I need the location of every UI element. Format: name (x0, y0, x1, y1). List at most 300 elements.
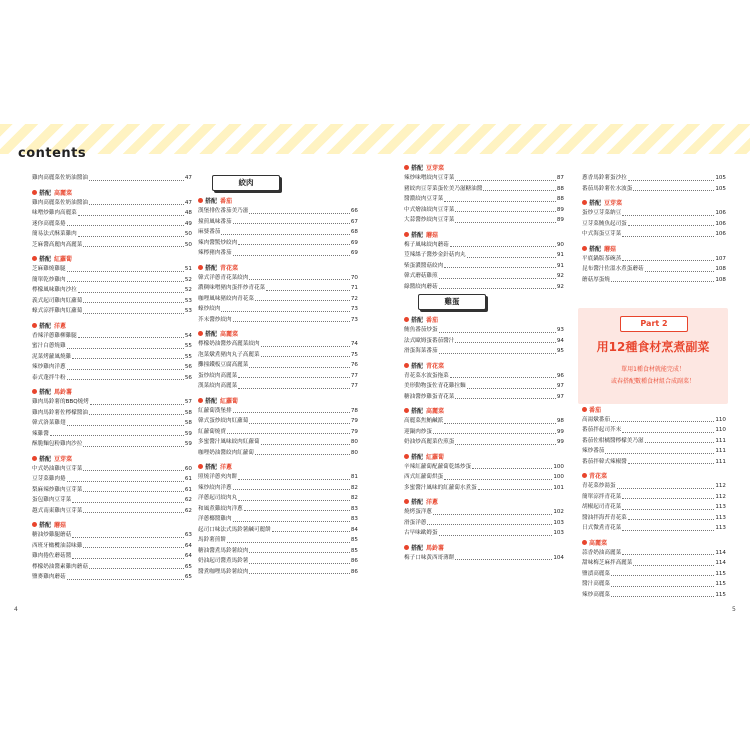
entry-page: 113 (715, 514, 726, 521)
dot-leader (78, 292, 184, 293)
dot-leader (622, 530, 714, 531)
dot-leader (67, 425, 184, 426)
entry-page: 114 (715, 549, 726, 556)
entry-page: 108 (715, 276, 726, 283)
toc-entry (32, 285, 192, 296)
bullet-icon (404, 454, 409, 459)
dot-leader (450, 246, 556, 247)
entry-title: 西式紅蘿蔔烘蛋 (404, 474, 444, 480)
entry-title: 平底鍋版茶碗蒸 (582, 255, 622, 262)
toc-entry (198, 350, 358, 361)
dot-leader (455, 444, 556, 445)
entry-title: 韓式洛菜雞翅 (32, 420, 66, 426)
dot-leader (266, 290, 350, 291)
entry-page: 56 (184, 374, 192, 381)
section-heading (582, 243, 726, 254)
entry-page: 47 (184, 199, 192, 206)
toc-entry (582, 219, 726, 230)
entry-page: 73 (350, 316, 358, 323)
toc-entry (198, 427, 358, 438)
entry-title: 芝麻雞燒雞腿 (32, 266, 66, 272)
entry-page: 103 (553, 530, 564, 536)
dot-leader (628, 225, 715, 226)
section-ingredient: 高麗菜 (426, 408, 445, 415)
bullet-icon (198, 464, 203, 469)
section-heading (32, 386, 192, 397)
entry-title: 糖油醬炒雞蛋青花菜 (404, 393, 455, 400)
toc-entry (32, 562, 192, 573)
entry-page: 70 (350, 274, 358, 281)
dot-leader (233, 255, 350, 256)
entry-page: 86 (350, 568, 358, 575)
toc-entry (198, 437, 358, 448)
entry-page: 105 (715, 175, 726, 181)
entry-page: 108 (715, 266, 726, 272)
dot-leader (72, 537, 184, 538)
entry-title: 豆芽菜鮪魚起司蛋 (582, 220, 627, 227)
section-heading (198, 395, 358, 406)
section-ingredient: 番茄 (220, 198, 233, 205)
entry-title: 馬鈴薯煎餅 (198, 537, 226, 543)
dot-leader (455, 342, 556, 343)
dot-leader (233, 412, 350, 413)
toc-entry (582, 446, 726, 457)
toc-entry (404, 250, 564, 261)
entry-title: 起司口味法式馬鈴薯鹹可麗餅 (198, 526, 271, 533)
toc-entry (32, 464, 192, 475)
entry-title: 紅蘿蔔燒賣 (198, 428, 226, 435)
toc-entry (582, 590, 726, 601)
toc-entry (32, 341, 192, 352)
toc-entry (582, 502, 726, 513)
entry-title: 漢菜絞肉高麗菜 (198, 383, 238, 389)
entry-page: 74 (350, 341, 358, 347)
dot-leader (72, 558, 184, 559)
entry-title: 胡椒起司青花菜 (582, 504, 622, 510)
entry-title: 梅子風味絞肉蘑菇 (404, 241, 449, 248)
dot-leader (605, 453, 714, 454)
dot-leader (72, 502, 184, 503)
dot-leader (249, 213, 350, 214)
entry-title: 辣雞醬 (32, 430, 49, 437)
dot-leader (255, 454, 350, 455)
dot-leader (78, 236, 184, 237)
toc-entry (404, 184, 564, 195)
entry-page: 48 (184, 210, 192, 216)
toc-entry (32, 331, 192, 342)
dot-leader (221, 234, 349, 235)
dot-leader (633, 565, 714, 566)
toc-entry (582, 254, 726, 265)
entry-title: 芥末醬炒絞肉 (198, 316, 232, 323)
dot-leader (249, 563, 350, 564)
section-ingredient: 高麗菜 (54, 189, 73, 197)
entry-title: 中式燴油絞肉豆芽菜 (404, 206, 455, 213)
entry-title: 簡易法式酥菜雞肉 (32, 231, 77, 237)
section-ingredient: 紅蘿蔔 (426, 453, 445, 461)
toc-entry (404, 282, 564, 293)
entry-title: 日式微煮青花菜 (582, 525, 622, 531)
toc-entry (32, 219, 192, 230)
entry-title: 綠醬絞肉蘑菇 (404, 283, 438, 290)
dot-leader (455, 180, 556, 181)
dot-leader (244, 510, 350, 511)
dot-leader (83, 491, 184, 492)
entry-page: 61 (184, 476, 192, 482)
toc-entry (32, 264, 192, 275)
section-prefix: 搭配 (411, 231, 424, 239)
dot-leader (238, 377, 350, 378)
dot-leader (67, 348, 184, 349)
toc-entry (198, 339, 358, 350)
entry-page: 90 (556, 241, 564, 248)
toc-entry (198, 360, 358, 371)
section-heading (582, 537, 726, 548)
toc-entry (198, 406, 358, 417)
section-prefix: 搭配 (39, 455, 52, 463)
dot-leader (611, 596, 714, 597)
section-ingredient: 蘑菇 (426, 231, 439, 239)
entry-page: 58 (184, 409, 192, 416)
entry-page: 67 (350, 218, 358, 225)
entry-page: 110 (715, 416, 726, 423)
dot-leader (444, 479, 552, 480)
section-heading (32, 519, 192, 530)
toc-entry (404, 553, 564, 564)
entry-page: 88 (556, 185, 564, 192)
entry-page: 102 (553, 509, 564, 515)
dot-leader (83, 246, 184, 247)
toc-entry (582, 275, 726, 286)
dot-leader (249, 423, 350, 424)
bullet-icon (582, 540, 587, 545)
toc-entry (32, 198, 192, 209)
toc-entry (32, 506, 192, 517)
toc-entry (32, 173, 192, 184)
toc-entry (32, 352, 192, 363)
entry-title: 鹽漬高麗菜 (582, 570, 610, 577)
dot-leader (83, 302, 184, 303)
section-prefix: 搭配 (205, 397, 218, 405)
entry-title: 簡單涼拌青花菜 (582, 493, 622, 500)
entry-title: 糖油炒雞腿蘑菇 (32, 532, 72, 538)
toc-entry (32, 474, 192, 485)
entry-page: 66 (350, 208, 358, 214)
toc-entry (32, 495, 192, 506)
dot-leader (89, 414, 184, 415)
toc-entry (404, 271, 564, 282)
toc-entry (32, 240, 192, 251)
dot-leader (89, 568, 184, 569)
toc-entry (32, 541, 192, 552)
section-prefix: 搭配 (205, 198, 218, 205)
section-heading (198, 262, 358, 273)
toc-entry (198, 535, 358, 546)
entry-page: 82 (350, 495, 358, 501)
entry-title: 豬絞肉豆芽菜蛋佐美乃滋糖油醬 (404, 185, 483, 192)
dot-leader (67, 281, 184, 282)
entry-page: 112 (715, 493, 726, 500)
entry-page: 77 (350, 372, 358, 379)
dot-leader (483, 190, 556, 191)
section-prefix: 搭配 (411, 408, 424, 415)
entry-page: 68 (350, 229, 358, 235)
entry-page: 54 (184, 332, 192, 339)
dot-leader (444, 423, 556, 424)
entry-page: 84 (350, 526, 358, 533)
dot-leader (439, 332, 556, 333)
dot-leader (67, 379, 184, 380)
toc-entry (404, 518, 564, 529)
dot-leader (233, 521, 350, 522)
section-prefix: 搭配 (411, 453, 424, 461)
entry-title: 迎鍋肉炒蛋 (404, 428, 432, 435)
entry-page: 59 (184, 430, 192, 437)
dot-leader (472, 468, 552, 469)
section-heading (198, 195, 358, 206)
toc-column-1 (32, 173, 192, 583)
entry-page: 100 (553, 463, 564, 470)
toc-entry (582, 523, 726, 534)
entry-page: 107 (715, 255, 726, 262)
dot-leader (67, 225, 184, 226)
toc-entry (404, 507, 564, 518)
section-prefix: 搭配 (411, 165, 424, 172)
entry-page: 76 (350, 362, 358, 368)
entry-title: 照燒洋蔥夾肉餅 (198, 474, 238, 480)
toc-entry (32, 306, 192, 317)
entry-title: 雞肉高麗菜佐奶油醬油 (32, 175, 88, 181)
dot-leader (611, 586, 714, 587)
entry-page: 72 (350, 295, 358, 302)
entry-title: 蠔炒絞肉 (198, 306, 221, 312)
bullet-icon (404, 545, 409, 550)
entry-title: 紅蘿蔔漢堡排 (198, 407, 232, 414)
section-ingredient: 青花菜 (220, 264, 239, 272)
entry-title: 咖哩奶油醬絞肉紅蘿蔔 (198, 449, 254, 456)
entry-title: 蒜香奶油高麗菜 (582, 549, 622, 556)
toc-entry (582, 569, 726, 580)
entry-page: 110 (715, 427, 726, 433)
entry-title: 古早味歐姆蛋 (404, 530, 438, 536)
entry-title: 越式南東雞肉豆芽菜 (32, 507, 83, 514)
entry-title: 中式海蛋豆芽菜 (582, 231, 622, 237)
section-prefix: 搭配 (205, 464, 218, 471)
section-ingredient: 番茄 (426, 317, 439, 324)
bullet-icon (32, 522, 37, 527)
entry-title: 檸檬奶油醬炒高麗菜絞肉 (198, 341, 260, 347)
entry-page: 53 (184, 308, 192, 314)
part-tag: Part 2 (620, 316, 688, 332)
section-ingredient: 馬鈴薯 (426, 544, 445, 552)
dot-leader (72, 358, 184, 359)
entry-title: 辣炒絞肉洋蔥 (198, 484, 232, 491)
entry-title: 奶油起司醬煮馬鈴薯 (198, 558, 249, 564)
entry-page: 94 (556, 337, 564, 344)
section-heading (582, 404, 726, 415)
entry-title: 番茄拌韓式辣椒醬 (582, 458, 627, 465)
dot-leader (645, 271, 715, 272)
entry-page: 52 (184, 287, 192, 293)
toc-entry (198, 525, 358, 536)
section-ingredient: 馬鈴薯 (54, 389, 73, 396)
entry-title: 簡單乾炒雞肉 (32, 276, 66, 283)
section-heading (404, 496, 564, 507)
entry-page: 96 (556, 372, 564, 379)
entry-page: 100 (553, 474, 564, 480)
toc-entry (198, 416, 358, 427)
entry-title: 梨麻辣炒雞肉豆芽菜 (32, 486, 83, 493)
toc-entry (198, 315, 358, 326)
section-heading (404, 314, 564, 325)
section-heading (32, 320, 192, 331)
toc-entry (404, 371, 564, 382)
dot-leader (227, 542, 350, 543)
toc-entry (404, 437, 564, 448)
entry-page: 82 (350, 484, 358, 491)
entry-page: 115 (715, 570, 726, 577)
entry-title: 高麗菜焦鮪鹹派 (404, 418, 444, 424)
header-stripe (0, 124, 750, 154)
toc-entry (404, 472, 564, 483)
dot-leader (645, 442, 715, 443)
bullet-icon (32, 256, 37, 261)
section-prefix: 番茄 (589, 406, 602, 414)
entry-title: 蔥香馬鈴薯蛋沙拉 (582, 175, 627, 181)
toc-entry (198, 556, 358, 567)
dot-leader (439, 278, 556, 279)
entry-page: 92 (556, 273, 564, 279)
entry-title: 辣炒番茄 (582, 448, 605, 454)
entry-title: 泰式蓬拌牛粉 (32, 374, 66, 381)
section-ingredient: 青花菜 (426, 362, 445, 370)
entry-title: 香辣洋蔥雞柳雞腿 (32, 332, 77, 339)
entry-page: 57 (184, 399, 192, 405)
dot-leader (617, 488, 715, 489)
dot-leader (67, 481, 184, 482)
entry-page: 71 (350, 285, 358, 291)
toc-entry (404, 462, 564, 473)
dot-leader (89, 204, 184, 205)
entry-title: 美形動物蛋佐青花雞拉麵 (404, 383, 466, 389)
entry-page: 56 (184, 364, 192, 370)
entry-page: 77 (350, 383, 358, 389)
entry-title: 蘑菇厚蛋燒 (582, 276, 610, 283)
dot-leader (478, 489, 553, 490)
dot-leader (249, 367, 350, 368)
toc-entry (32, 485, 192, 496)
toc-entry (404, 483, 564, 494)
bullet-icon (404, 363, 409, 368)
entry-title: 味噌炒雞肉高麗菜 (32, 210, 77, 216)
toc-entry (582, 415, 726, 426)
dot-leader (633, 190, 714, 191)
entry-title: 和風煮雞絞肉洋蔥 (198, 505, 243, 512)
entry-page: 99 (556, 439, 564, 445)
entry-title: 迷你高麗菜捲 (32, 220, 66, 227)
toc-entry (32, 572, 192, 583)
toc-entry (404, 215, 564, 226)
dot-leader (83, 446, 184, 447)
entry-page: 47 (184, 175, 192, 181)
section-ingredient: 紅蘿蔔 (220, 397, 239, 405)
dot-leader (433, 433, 556, 434)
category-label: 絞肉 (212, 175, 280, 191)
toc-entry (198, 283, 358, 294)
entry-title: 麻婆番茄 (198, 229, 221, 235)
entry-title: 滑蛋洋蔥 (404, 519, 427, 526)
entry-title: 酥脆麵包粉雞肉沙拉 (32, 441, 83, 447)
entry-page: 86 (350, 558, 358, 564)
toc-entry (582, 548, 726, 559)
section-heading (198, 461, 358, 472)
entry-title: 中式奶油雞肉豆芽菜 (32, 465, 83, 472)
entry-page: 88 (556, 196, 564, 202)
entry-title: 番茄佐柑橘醬檸檬美乃滋 (582, 437, 644, 444)
entry-title: 泡菜燉煮豬肉丸子高麗菜 (198, 351, 260, 358)
entry-page: 51 (184, 266, 192, 272)
section-ingredient: 豆芽菜 (426, 165, 445, 172)
part2-banner (578, 308, 728, 404)
entry-title: 韓式蘑菇雞煎 (404, 273, 438, 279)
dot-leader (90, 404, 184, 405)
entry-title: 梅子口味黃西哥薄餅 (404, 554, 455, 561)
toc-entry (582, 513, 726, 524)
entry-title: 糖油醬煮馬鈴薯絞肉 (198, 547, 249, 554)
entry-title: 昆布醬汁佐溫水煮蛋蘑菇 (582, 266, 644, 272)
entry-page: 89 (556, 206, 564, 213)
toc-entry (32, 530, 192, 541)
entry-page: 65 (184, 563, 192, 570)
toc-entry (198, 483, 358, 494)
section-ingredient: 紅蘿蔔 (54, 256, 73, 263)
entry-title: 辣肉醬驚炒絞肉 (198, 239, 238, 246)
entry-page: 106 (715, 220, 726, 227)
dot-leader (622, 554, 714, 555)
dot-leader (255, 300, 350, 301)
entry-title: 高湯燉番茄 (582, 416, 610, 423)
dot-leader (467, 388, 556, 389)
bullet-icon (32, 456, 37, 461)
part-subtitle-2: 或春搭配數種食材組合成副菜！ (610, 378, 695, 385)
toc-entry (582, 264, 726, 275)
toc-entry (32, 397, 192, 408)
entry-title: 蛋炒絞肉高麗菜 (198, 372, 238, 379)
entry-page: 103 (553, 519, 564, 526)
bullet-icon (404, 165, 409, 170)
dot-leader (455, 398, 556, 399)
entry-page: 83 (350, 516, 358, 522)
toc-entry (404, 416, 564, 427)
entry-page: 61 (184, 486, 192, 493)
entry-title: 韓式蛋炒絞肉紅蘿蔔 (198, 418, 249, 424)
entry-page: 69 (350, 239, 358, 246)
toc-entry (404, 205, 564, 216)
toc-entry (198, 248, 358, 259)
bullet-icon (582, 246, 587, 251)
toc-entry (404, 528, 564, 539)
dot-leader (622, 260, 714, 261)
entry-page: 75 (350, 351, 358, 358)
entry-title: 西班牙橄欖油蒜味雞 (32, 542, 83, 549)
dot-leader (261, 356, 350, 357)
toc-entry (582, 579, 726, 590)
entry-title: 洋蔥起司絞肉丸 (198, 495, 238, 501)
dot-leader (455, 559, 552, 560)
toc-entry (582, 229, 726, 240)
entry-title: 大蒜醬炒絞肉豆芽菜 (404, 217, 455, 223)
entry-title: 撞煎風味番茄 (198, 218, 232, 225)
